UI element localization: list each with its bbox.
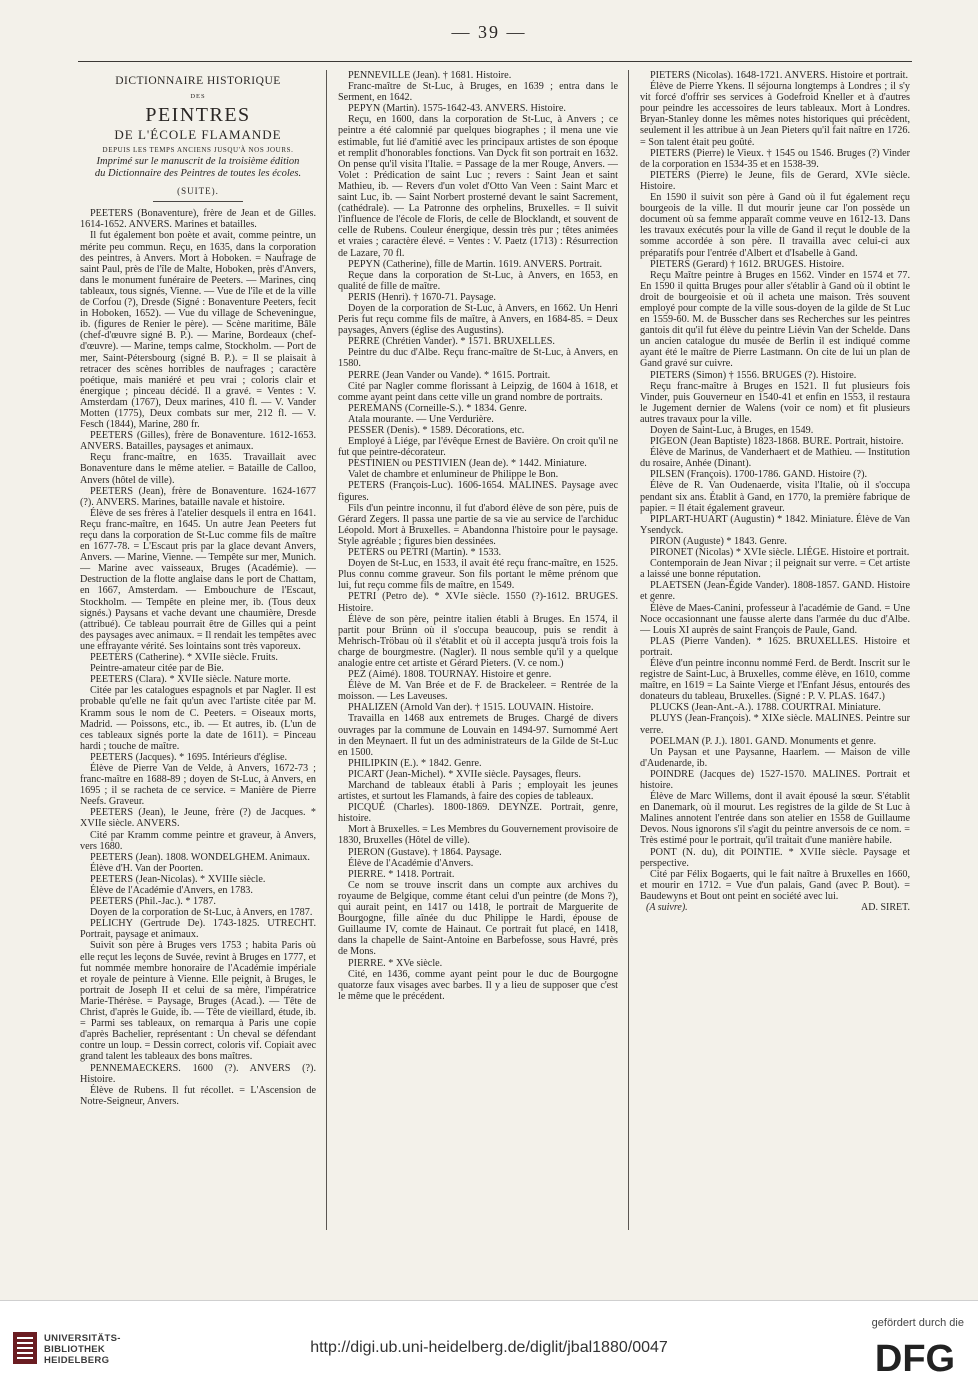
entry-paragraph: Travailla en 1468 aux entremets de Bruges. Chargé de divers ouvrages par la commune de Louvain en 1494-97. Surnommé Aert in den Meynaert. Il fut un des administrateurs de la Gilde de St-Luc en 1500.	[338, 713, 618, 758]
entry-paragraph: PERRE (Jean Vander ou Vande). * 1615. Portrait.	[348, 369, 551, 381]
column-divider	[628, 70, 629, 1230]
entry-paragraph: PEETERS (Jean), frère de Bonaventure. 1624-1677 (?). ANVERS. Marines, bataille navale et histoire.	[80, 485, 316, 508]
entry-paragraph: PIETERS (Nicolas). 1648-1721. ANVERS. Histoire et portrait.	[650, 70, 909, 81]
top-rule	[78, 61, 912, 62]
entry-paragraph: Valet de chambre et enlumineur de Philippe le Bon.	[348, 469, 559, 481]
entry-paragraph: PIERRE. * 1418. Portrait.	[348, 868, 455, 880]
entry-paragraph: PLUCKS (Jean-Ant.-A.). 1788. COURTRAI. Miniature.	[650, 702, 881, 714]
entry-paragraph: Peintre-amateur citée par de Bie.	[90, 663, 224, 675]
entry-paragraph: PEZ (Aimé). 1808. TOURNAY. Histoire et genre.	[348, 669, 552, 681]
entry-paragraph: PIETERS (Pierre) le Jeune, fils de Gerard, XVIe siècle. Histoire.	[640, 169, 910, 192]
entry-paragraph: Élève d'un peintre inconnu nommé Ferd. de Berdt. Inscrit sur le registre de Saint-Luc, à Bruxelles, comme élève, en 1610, comme maître, en 1619 = La Sainte Vierge et l'Enfant Jésus, entourés des donateurs du tableau, Bruxelles. (Signé : P. V. PLAS. 1647.)	[640, 657, 910, 703]
entry-paragraph: Reçu franc-maître, en 1635. Travaillait avec Bonaventure dans le même atelier. = Bataille de Calloo, Anvers (hôtel de ville).	[80, 452, 316, 486]
entry-paragraph: PIERRE. * XVe siècle.	[348, 957, 443, 969]
entry-paragraph: PETERS ou PETRI (Martin). * 1533.	[348, 547, 502, 559]
column-2-entries	[338, 70, 618, 1002]
entry-paragraph: PEETERS (Phil.-Jac.). * 1787.	[90, 896, 216, 908]
entry-paragraph: PENNEVILLE (Jean). † 1681. Histoire.	[348, 70, 512, 81]
entry-paragraph: PIRON (Auguste) * 1843. Genre.	[650, 535, 787, 547]
column-divider	[326, 70, 327, 1230]
entry-paragraph: Élève de Maes-Canini, professeur à l'académie de Gand. = Une Noce occasionnant une fausse alerte dans l'armée du duc d'Albe. — Louis XI auprès de saint François de Paule, Gand.	[640, 602, 910, 636]
funded-by-label: gefördert durch die	[871, 1317, 964, 1329]
entry-paragraph: PEETERS (Jean). 1808. WONDELGHEM. Animaux.	[90, 851, 310, 863]
entry-paragraph: PETRI (Petro de). * XVIe siècle. 1550 (?)-1612. BRUGES. Histoire.	[338, 591, 618, 614]
entry-paragraph: PIETERS (Pierre) le Vieux. † 1545 ou 1546. Bruges (?) Vinder de la corporation en 1534-35 et en 1538-39.	[640, 147, 910, 170]
entry-paragraph: Élève de l'Académie d'Anvers.	[348, 857, 474, 869]
to-be-continued: (A suivre).	[646, 902, 688, 914]
page-number: — 39 —	[451, 22, 527, 42]
header-des: DES	[190, 93, 206, 101]
header-since: DEPUIS LES TEMPS ANCIENS JUSQU'À NOS JOURS.	[102, 146, 294, 155]
entry-paragraph: Cité, en 1436, comme ayant peint pour le duc de Bourgogne quatorze faux visages avec barbes. Il y a lieu de supposer que c'est le même que le précédent.	[338, 968, 618, 1002]
header-note-1: Imprimé sur le manuscrit de la troisième édition	[96, 156, 300, 168]
entry-paragraph: PEETERS (Catherine). * XVIIe siècle. Fruits.	[90, 652, 278, 664]
entry-paragraph: Élève d'H. Van der Poorten.	[90, 862, 204, 874]
entry-paragraph: Un Paysan et une Paysanne, Haarlem. — Maison de ville d'Audenarde, ib.	[640, 746, 910, 769]
header-title: DICTIONNAIRE HISTORIQUE	[115, 75, 281, 87]
entry-paragraph: PIETERS (Simon) † 1556. BRUGES (?). Histoire.	[650, 369, 857, 381]
entry-paragraph: PICART (Jean-Michel). * XVIIe siècle. Paysages, fleurs.	[348, 768, 581, 780]
entry-paragraph: Employé à Liége, par l'évêque Ernest de Bavière. On croit qu'il ne fut que peintre-décorateur.	[338, 436, 618, 459]
entry-paragraph: PIGEON (Jean Baptiste) 1823-1868. BURE. Portrait, histoire.	[650, 436, 904, 448]
entry-paragraph: PIETERS (Gerard) † 1612. BRUGES. Histoire.	[650, 258, 845, 270]
entry-paragraph: Cité par Kramm comme peintre et graveur, à Anvers, vers 1680.	[80, 829, 316, 852]
entry-paragraph: PICQUÉ (Charles). 1800-1869. DEYNZE. Portrait, genre, histoire.	[338, 802, 618, 825]
column-3-entries	[640, 70, 910, 902]
entry-paragraph: PLAETSEN (Jean-Égide Vander). 1808-1857. GAND. Histoire et genre.	[640, 580, 910, 603]
entry-paragraph: Reçu, en 1600, dans la corporation de St-Luc, à Anvers ; ce peintre a été calomnié par quelques biographes ; il mena une vie estimable, fut lié d'amitié avec les principaux artistes de son époque et remplit d'honorables fonctions. Van Dyck fit son portrait en 1632. On pense qu'il visita l'Italie. = Passage de la mer Rouge, Anvers. — Volet : Prédication de saint Luc ; revers : Saint Jean et saint Mathieu, ib. — Revers d'un volet d'Otto Van Veen : Saint Marc et saint Luc, ib. — Saint Norbert prosterné devant le saint Sacrement, (cathédrale). — La Patronne des orphelins, Bruxelles. = Il suivit l'influence de l'école de Floris, de celle de Blocklandt, et souvent de celle de Rubens. Couleur énergique, dessin très pur ; têtes animées et vraies ; caractère élevé. = Ventes : V. Paetz (1713) : Résurrection de Lazare, 70 fl.	[338, 114, 618, 259]
header-suite: (SUITE).	[177, 186, 219, 197]
entry-paragraph: PILSEN (François). 1700-1786. GAND. Histoire (?).	[650, 469, 868, 481]
entry-paragraph: Contemporain de Jean Nivar ; il peignait sur verre. = Cet artiste a laissé une bonne réputation.	[640, 558, 910, 581]
entry-paragraph: Franc-maître de St-Luc, à Bruges, en 1639 ; entra dans le Serment, en 1642.	[338, 81, 618, 104]
entry-paragraph: En 1590 il suivit son père à Gand où il fut également reçu bourgeois de la ville. Il dut mourir jeune car l'on possède un document où sa femme apparaît comme veuve en 1612-13. Dans les travaux exécutés pour la ville de Gand il reçut le double de la somme accordée à son père. Il travailla avec celui-ci aux préparatifs pour l'entrée d'Albert et d'Isabelle à Gand.	[640, 192, 910, 259]
header-peintres: PEINTRES	[145, 104, 251, 127]
library-name: UNIVERSITÄTS- BIBLIOTHEK HEIDELBERG	[44, 1333, 121, 1366]
dfg-logo	[862, 1337, 968, 1377]
entry-paragraph: Élève de Rubens. Il fut récollet. = L'Ascension de Notre-Seigneur, Anvers.	[80, 1084, 316, 1107]
entry-paragraph: Il fut également bon poète et avait, comme peintre, un mérite peu commun. Reçu, en 1635, dans la corporation des peintres, à Anvers. Mort à Hoboken. = Naufrage de saint Paul, près de l'île de Malte, Hoboken, près d'Anvers, dans le monument funéraire de Peeters. — Marines, cinq tableaux, tous signés, Vienne. — Vue de l'île et de la ville de Corfou (?), Dresde (Signé : Bonaventure Peeters, fecit in Hoboken, 1652). — Vue du village de Scheveningue, ib. (figures de Renier le père). — Scène maritime, Bâle (chef-d'œuvre signé B. P.). — Marine, Bordeaux (chef-d'œuvre). — Marine, temps calme, Stockholm. — Port de mer, Saint-Pétersbourg (signé B. P.). = Il se plaisait à retracer des scènes horribles de naufrages ; caractère poétique, mais maniéré et peu vrai ; coloris clair et énergique ; pinceau décidé. Il a gravé. = Ventes : V. Amsterdam (1767), Deux marines, 410 fl. — V. Vander Motten (1775), Deux combats sur mer, 212 fl. — V. Fesch (1844), Marine, 280 fr.	[80, 230, 316, 431]
entry-paragraph: Élève de l'Académie d'Anvers, en 1783.	[90, 885, 253, 896]
entry-paragraph: PETERS (François-Luc). 1606-1654. MALINES. Paysage avec figures.	[338, 480, 618, 503]
entry-paragraph: Citée par les catalogues espagnols et par Nagler. Il est probable qu'elle ne fait qu'un avec l'artiste citée par M. Kramm sous le nom de C. Peeters. = Oiseaux morts, Madrid. — Poissons, etc., ib. — Et autres, ib. (L'un de ces tableaux signés porte la date de 1611). = Pinceau hardi ; touche de maître.	[80, 685, 316, 752]
entry-paragraph: Peintre du duc d'Albe. Reçu franc-maître de St-Luc, à Anvers, en 1580.	[338, 347, 618, 370]
source-url-link[interactable]: http://digi.ub.uni-heidelberg.de/diglit/jbal1880/0047	[310, 1339, 668, 1356]
entry-paragraph: Fils d'un peintre inconnu, il fut d'abord élève de son père, puis de Gérard Zegers. Il passa une partie de sa vie au service de l'archiduc Léopold. Mort à Bruxelles. = Abandonna l'histoire pour le paysage. Style agréable ; figures bien dessinées.	[338, 502, 618, 547]
entry-paragraph: PEETERS (Jean-Nicolas). * XVIIIe siècle.	[90, 873, 266, 885]
entry-paragraph: PERRE (Chrétien Vander). * 1571. BRUXELLES.	[348, 336, 555, 348]
entry-paragraph: PEETERS (Gilles), frère de Bonaventure. 1612-1653. ANVERS. Batailles, paysages et animaux.	[80, 430, 316, 453]
entry-paragraph: Mort à Bruxelles. = Les Membres du Gouvernement provisoire de 1830, Bruxelles (Hôtel de ville).	[338, 824, 618, 847]
column-1-entries	[80, 208, 316, 1107]
entry-paragraph: Marchand de tableaux établi à Paris ; employait les jeunes artistes, et surtout les Flamands, à faire des copies de tableaux.	[338, 780, 618, 803]
entry-paragraph: PEETERS (Bonaventure), frère de Jean et de Gilles. 1614-1652. ANVERS. Marines et batailles.	[80, 208, 316, 231]
entry-paragraph: PEREMANS (Corneille-S.). * 1834. Genre.	[348, 402, 527, 414]
entry-paragraph: PLAS (Pierre Vanden). * 1625. BRUXELLES. Histoire et portrait.	[640, 635, 910, 658]
entry-paragraph: PEPYN (Martin). 1575-1642-43. ANVERS. Histoire.	[348, 103, 566, 115]
header-school: DE L'ÉCOLE FLAMANDE	[114, 127, 282, 143]
entry-paragraph: Élève de Pierre Ykens. Il séjourna longtemps à Londres ; il s'y vit forcé d'offrir ses services à Godefroid Kneller et à d'autres pour peindre les accessoires de leurs tableaux. Mort à Londres. Bryan-Stanley donne les mêmes notes historiques qui précèdent, seulement il les attribue à un Jean Pieters qu'il fait naître en 1726. = Son talent était peu goûté.	[640, 81, 910, 148]
entry-paragraph: Doyen de la corporation de St-Luc, à Anvers, en 1787.	[90, 907, 313, 919]
entry-paragraph: Élève de Marinus, de Vanderhaert et de Mathieu. — Institution du rosaire, Anhée (Dinant).	[640, 447, 910, 470]
column-3	[640, 70, 910, 1240]
entry-paragraph: Élève de Marc Willems, dont il avait épousé la sœur. S'établit en Danemark, où il mourut. Les registres de la gilde de St Luc à Malines annotent l'entrée dans son atelier en 1558 de Guillaume Devos. Nous ignorons s'il s'agit du peintre anversois de ce nom. = Très estimé pour le portrait, qu'il traitait d'une manière habile.	[640, 791, 910, 847]
entry-paragraph: PIPLART-HUART (Augustin) * 1842. Miniature. Élève de Van Ysendyck.	[640, 513, 910, 536]
entry-paragraph: Reçue dans la corporation de St-Luc, à Anvers, en 1653, en qualité de fille de maître.	[338, 269, 618, 292]
entry-paragraph: Doyen de la corporation de St-Luc, à Anvers, en 1662. Un Henri Peris fut reçu comme fils de maître, à Anvers, en 1684-85. = Deux paysages, Anvers (église des Augustins).	[338, 302, 618, 337]
footer-bar	[0, 1300, 978, 1392]
entry-paragraph: PEETERS (Jacques). * 1695. Intérieurs d'église.	[90, 751, 288, 763]
entry-paragraph: Élève de ses frères à l'atelier desquels il entra en 1641. Reçu franc-maître, en 1645. Un autre Jean Peeters fut reçu dans la corporation de St-Luc comme fils de maître en 1677-78. = L'Escaut pris par la glace devant Anvers, Anvers. — Marine, Vienne. — Tempête sur mer, Munich. — Marine avec vaisseaux, Bruges (Académie). — Destruction de la flotte anglaise dans le port de Chattam, en 1667, Amsterdam. — Embouchure de l'Escaut, Stockholm. — Tempête en pleine mer, ib. (Tous deux signés.) Paysans et vache devant une chaumière, Dresde (attribué). Ce tableau pourrait être de Gilles qui a peint des paysages avec animaux. = Il rendait les tempêtes avec une effrayante vérité. Ses lointains sont très vaporeux.	[80, 507, 316, 652]
entry-paragraph: Élève de son père, peintre italien établi à Bruges. En 1574, il partit pour Brünn où il s'occupa beaucoup, puis se rendit à Mehrisch-Tröbau où il s'établit et où il accepta jusqu'à trois fois la charge de bourgmestre. (Nagler). Il nous semble qu'il y a quelque analogie entre cet artiste et Gérard Pieters. (V. ce nom.)	[338, 613, 618, 669]
author-signature: AD. SIRET.	[861, 902, 910, 914]
entry-paragraph: PERIS (Henri). † 1670-71. Paysage.	[348, 291, 496, 303]
entry-paragraph: Suivit son père à Bruges vers 1753 ; habita Paris où elle reçut les leçons de Suvée, revint à Bruges en 1777, et fut nommée membre honoraire de l'Académie impériale et royale de peinture à Vienne. Elle peignit, à Bruges, le portrait de Joseph II et celui de sa mère, l'impératrice Marie-Thérèse. = Paysage, Bruges (Acad.). — Tête de Christ, d'après le Guide, ib. — Tête de vieillard, étude, ib. = Parmi ses tableaux, on remarqua à Paris une copie d'après Bachelier, représentant : Un cheval se défendant contre un loup. = Dessin correct, coloris vif. Copiait avec grand talent les tableaux des bons maîtres.	[80, 940, 316, 1063]
entry-paragraph: Élève de M. Van Brée et de F. de Brackeleer. = Rentrée de la moisson. — Les Laveuses.	[338, 680, 618, 703]
entry-paragraph: PESSER (Denis). * 1589. Décorations, etc.	[348, 425, 525, 436]
entry-paragraph: PENNEMAECKERS. 1600 (?). ANVERS (?). Histoire.	[80, 1062, 316, 1085]
header-note-2: du Dictionnaire des Peintres de toutes les écoles.	[94, 168, 302, 180]
entry-paragraph: Doyen de Saint-Luc, à Bruges, en 1549.	[650, 425, 814, 436]
entry-paragraph: POELMAN (P. J.). 1801. GAND. Monuments et genre.	[650, 735, 877, 747]
entry-paragraph: Reçu franc-maître à Bruges en 1521. Il fut plusieurs fois Vinder, puis Gouverneur en 1540-41 et enfin en 1553, il restaura le Jugement dernier de Walens (voir ce nom) et fit plusieurs autres travaux pour la ville.	[640, 380, 910, 425]
entry-paragraph: Atala mourante. — Une Verdurière.	[348, 413, 494, 425]
signature-line	[640, 902, 910, 913]
entry-paragraph: PIRONET (Nicolas) * XVIe siècle. LIÉGE. Histoire et portrait.	[650, 547, 910, 559]
entry-paragraph: Doyen de St-Luc, en 1533, il avait été reçu franc-maître, en 1525. Plus connu comme graveur. Son fils portant le même prénom que lui, fut reçu comme fils de maître, en 1549.	[338, 558, 618, 592]
column-2	[338, 70, 618, 1240]
svg-text:DFG: DFG	[874, 1338, 956, 1377]
entry-paragraph: PIERON (Gustave). † 1864. Paysage.	[348, 846, 502, 858]
entry-paragraph: Cité par Félix Bogaerts, qui le fait naître à Bruxelles en 1660, et mourir en 1712. = Vue d'un palais, Gand (avec P. Bout). = Baudewyns et Bout ont peint en société avec lui.	[640, 868, 910, 902]
header-rule	[153, 201, 243, 202]
entry-paragraph: PONT (N. du), dit POINTIE. * XVIIe siècle. Paysage et perspective.	[640, 846, 910, 869]
entry-paragraph: PLUYS (Jean-François). * XIXe siècle. MALINES. Peintre sur verre.	[640, 713, 910, 736]
entry-paragraph: PESTINIEN ou PESTIVIEN (Jean de). * 1442. Miniature.	[348, 458, 587, 470]
entry-paragraph: PEETERS (Clara). * XVIIe siècle. Nature morte.	[90, 674, 291, 686]
entry-paragraph: Cité par Nagler comme florissant à Leipzig, de 1604 à 1618, et comme ayant peint dans cette ville un grand nombre de portraits.	[338, 380, 618, 403]
entry-paragraph: Reçu Maître peintre à Bruges en 1562. Vinder en 1574 et 77. En 1590 il quitta Bruges pour aller s'établir à Gand où il obtint le droit de bourgeoisie et où il acheta une maison. Très souvent employé pour compte de la ville sous-doyen de la gilde de St Luc en 1559-60. M. de Busscher dans ses Recherches sur les peintres gantois dit qu'il fut élève du peintre Liévin Van der Schelde. Dans un ancien catalogue du musée de Berlin il est indiqué comme ayant été le maître de Pierre Lastmann. On cite de lui un plan de Gand gravé sur cuivre.	[640, 269, 910, 370]
entry-paragraph: PHALIZEN (Arnold Van der). † 1515. LOUVAIN. Histoire.	[348, 702, 594, 714]
entry-paragraph: PEETERS (Jean), le Jeune, frère (?) de Jacques. * XVIIe siècle. ANVERS.	[80, 807, 316, 830]
entry-paragraph: PHILIPKIN (E.). * 1842. Genre.	[348, 757, 482, 769]
entry-paragraph: PELICHY (Gertrude De). 1743-1825. UTRECHT. Portrait, paysage et animaux.	[80, 918, 316, 941]
entry-paragraph: POINDRE (Jacques de) 1527-1570. MALINES. Portrait et histoire.	[640, 768, 910, 791]
entry-paragraph: PEPYN (Catherine), fille de Martin. 1619. ANVERS. Portrait.	[348, 258, 603, 270]
column-1	[80, 70, 316, 1240]
entry-paragraph: Élève de Pierre Van de Velde, à Anvers, 1672-73 ; franc-maître en 1688-89 ; doyen de St-Luc, à Anvers, en 1695 ; il se racheta de ce service. = Manière de Pierre Neefs. Graveur.	[80, 762, 316, 808]
entry-paragraph: Ce nom se trouve inscrit dans un compte aux archives du royaume de Belgique, comme étant celui d'un peintre (de Mons ?), qui aurait peint, en 1417 ou 1418, le portrait de Marguerite de Bourgogne, fille aînée du duc Philippe le Hardi, épouse de Guillaume IV, comte de Hainaut. Ce portrait fut placé, en 1418, dans la chapelle de Saint-Antoine en Barbefosse, sous Havré, près de Mons.	[338, 879, 618, 958]
entry-paragraph: Élève de R. Van Oudenaerde, visita l'Italie, où il s'occupa pendant six ans. Établit à Gand, en 1770, la première fabrique de papier. = Il était également graveur.	[640, 480, 910, 514]
